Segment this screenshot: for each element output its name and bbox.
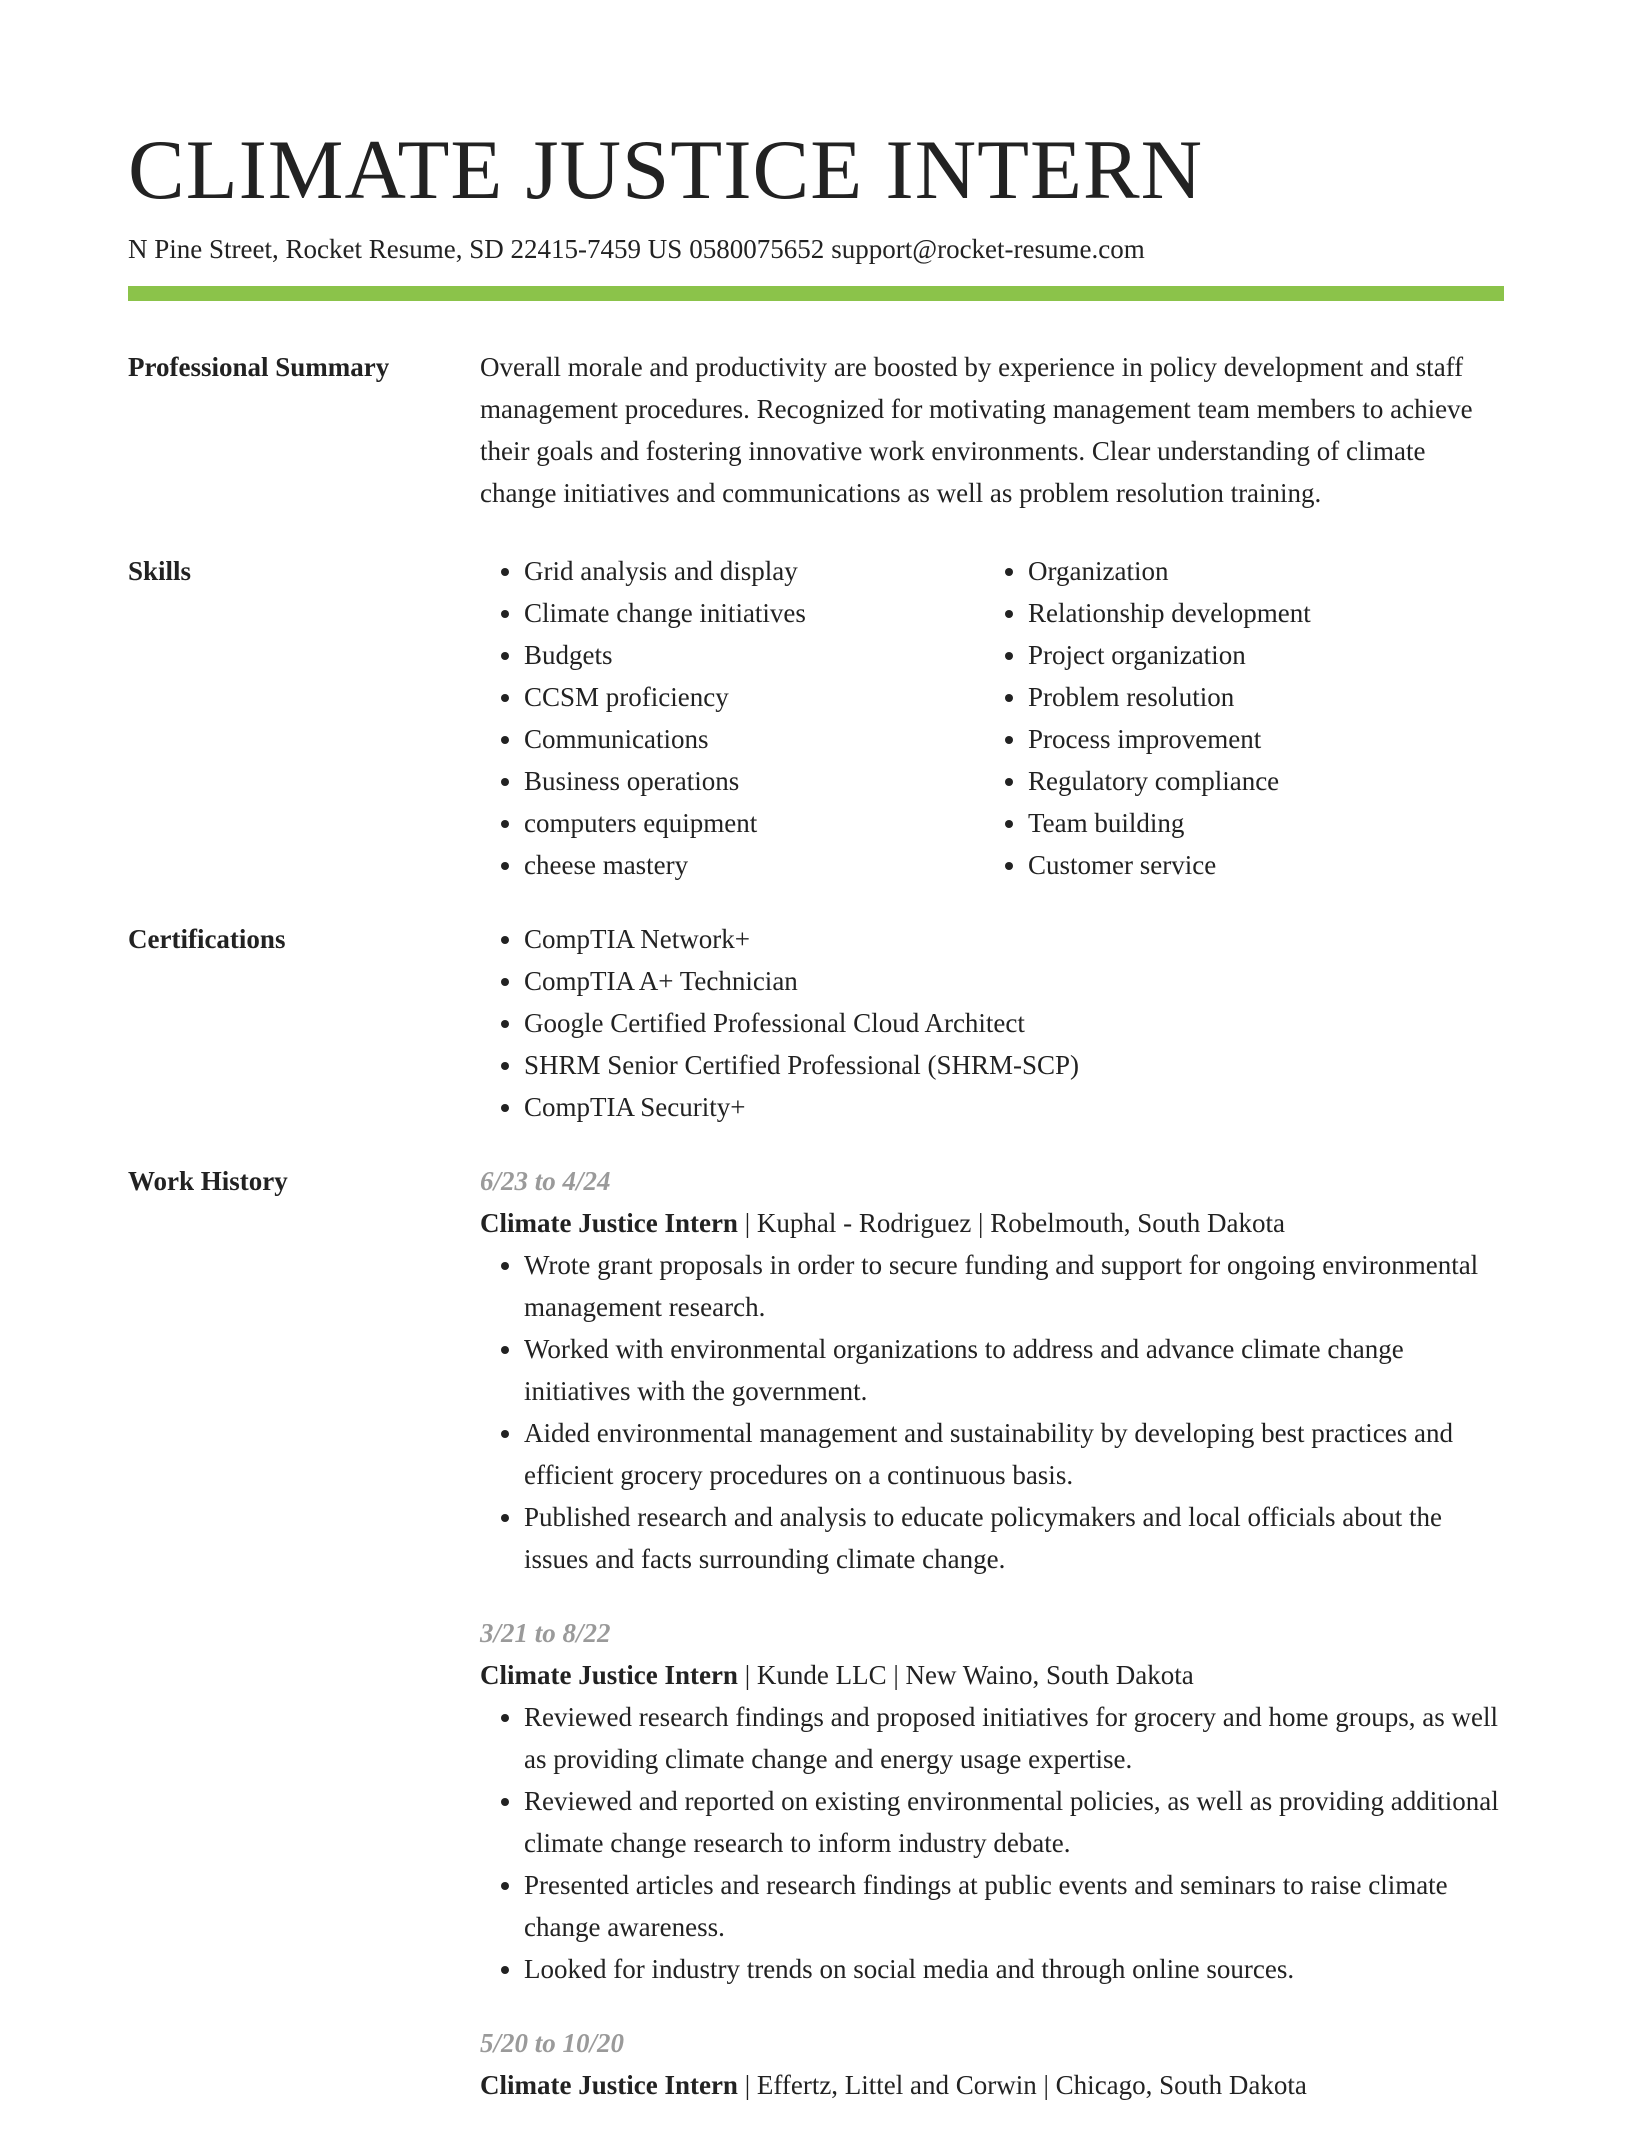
job-details: | Kunde LLC | New Waino, South Dakota xyxy=(737,1660,1194,1690)
certification-item: • CompTIA Security+ xyxy=(524,1086,1504,1128)
job-bullet: • Worked with environmental organizations to address and advance climate change initiatives with the government. xyxy=(524,1328,1504,1412)
skill-item: • Budgets xyxy=(524,634,984,676)
job-heading xyxy=(480,2064,1504,2106)
job-heading xyxy=(480,1202,1504,1244)
job-bullet: • Aided environmental management and sustainability by developing best practices and efficient grocery procedures on a continuous basis. xyxy=(524,1412,1504,1496)
contact-email: support@rocket-resume.com xyxy=(831,234,1145,264)
skills-body xyxy=(480,550,1504,886)
job-heading xyxy=(480,1654,1504,1696)
certifications-body xyxy=(480,918,1504,1128)
job-details: | Effertz, Littel and Corwin | Chicago, South Dakota xyxy=(737,2070,1307,2100)
summary-label: Professional Summary xyxy=(128,352,390,382)
job-role: Climate Justice Intern xyxy=(480,1660,738,1690)
header-divider xyxy=(128,286,1504,301)
job-bullet: • Wrote grant proposals in order to secure funding and support for ongoing environmental management research. xyxy=(524,1244,1504,1328)
skills-label: Skills xyxy=(128,556,192,586)
summary-body xyxy=(480,346,1504,514)
skill-item: • Organization xyxy=(1028,550,1504,592)
contact-line xyxy=(128,232,1152,266)
skill-item: • Customer service xyxy=(1028,844,1504,886)
skill-item: • Project organization xyxy=(1028,634,1504,676)
job-entry xyxy=(480,1612,1504,1990)
skill-item: • Grid analysis and display xyxy=(524,550,984,592)
job-role: Climate Justice Intern xyxy=(480,1208,738,1238)
skill-item: • computers equipment xyxy=(524,802,984,844)
job-dates: 3/21 to 8/22 xyxy=(480,1618,611,1648)
job-bullet: • Presented articles and research findings at public events and seminars to raise climate change awareness. xyxy=(524,1864,1504,1948)
skill-item: • cheese mastery xyxy=(524,844,984,886)
certifications-label: Certifications xyxy=(128,924,286,954)
job-details: | Kuphal - Rodriguez | Robelmouth, South Dakota xyxy=(737,1208,1285,1238)
skill-item: • CCSM proficiency xyxy=(524,676,984,718)
job-entry xyxy=(480,2022,1504,2106)
skills-column-left xyxy=(480,550,984,886)
skill-item: • Problem resolution xyxy=(1028,676,1504,718)
skills-column-right xyxy=(984,550,1504,886)
summary-text: Overall morale and productivity are boosted by experience in policy development and staff management procedures. Recognized for motivating management team members to achieve their goals and fostering innovative work environments. Clear understanding of climate change initiatives and communications as well as problem resolution training. xyxy=(480,352,1473,508)
work-history-body xyxy=(480,1160,1504,2138)
job-role: Climate Justice Intern xyxy=(480,2070,738,2100)
certification-item: • SHRM Senior Certified Professional (SHRM-SCP) xyxy=(524,1044,1504,1086)
job-bullet: • Looked for industry trends on social media and through online sources. xyxy=(524,1948,1504,1990)
job-bullet: • Reviewed research findings and proposed initiatives for grocery and home groups, as well as providing climate change and energy usage expertise. xyxy=(524,1696,1504,1780)
contact-address: N Pine Street, Rocket Resume, SD 22415-7459 US xyxy=(128,234,683,264)
work-history-label: Work History xyxy=(128,1166,288,1196)
skill-item: • Business operations xyxy=(524,760,984,802)
job-bullet: • Published research and analysis to educate policymakers and local officials about the issues and facts surrounding climate change. xyxy=(524,1496,1504,1580)
skill-item: • Relationship development xyxy=(1028,592,1504,634)
skill-item: • Process improvement xyxy=(1028,718,1504,760)
resume-title: CLIMATE JUSTICE INTERN xyxy=(128,123,1203,217)
contact-phone: 0580075652 xyxy=(689,234,825,264)
job-dates: 6/23 to 4/24 xyxy=(480,1166,611,1196)
job-entry xyxy=(480,1160,1504,1580)
skill-item: • Regulatory compliance xyxy=(1028,760,1504,802)
job-bullet: • Reviewed and reported on existing environmental policies, as well as providing additional climate change research to inform industry debate. xyxy=(524,1780,1504,1864)
certification-item: • CompTIA A+ Technician xyxy=(524,960,1504,1002)
certification-item: • Google Certified Professional Cloud Architect xyxy=(524,1002,1504,1044)
skill-item: • Communications xyxy=(524,718,984,760)
skill-item: • Team building xyxy=(1028,802,1504,844)
skill-item: • Climate change initiatives xyxy=(524,592,984,634)
certification-item: • CompTIA Network+ xyxy=(524,918,1504,960)
job-dates: 5/20 to 10/20 xyxy=(480,2028,625,2058)
